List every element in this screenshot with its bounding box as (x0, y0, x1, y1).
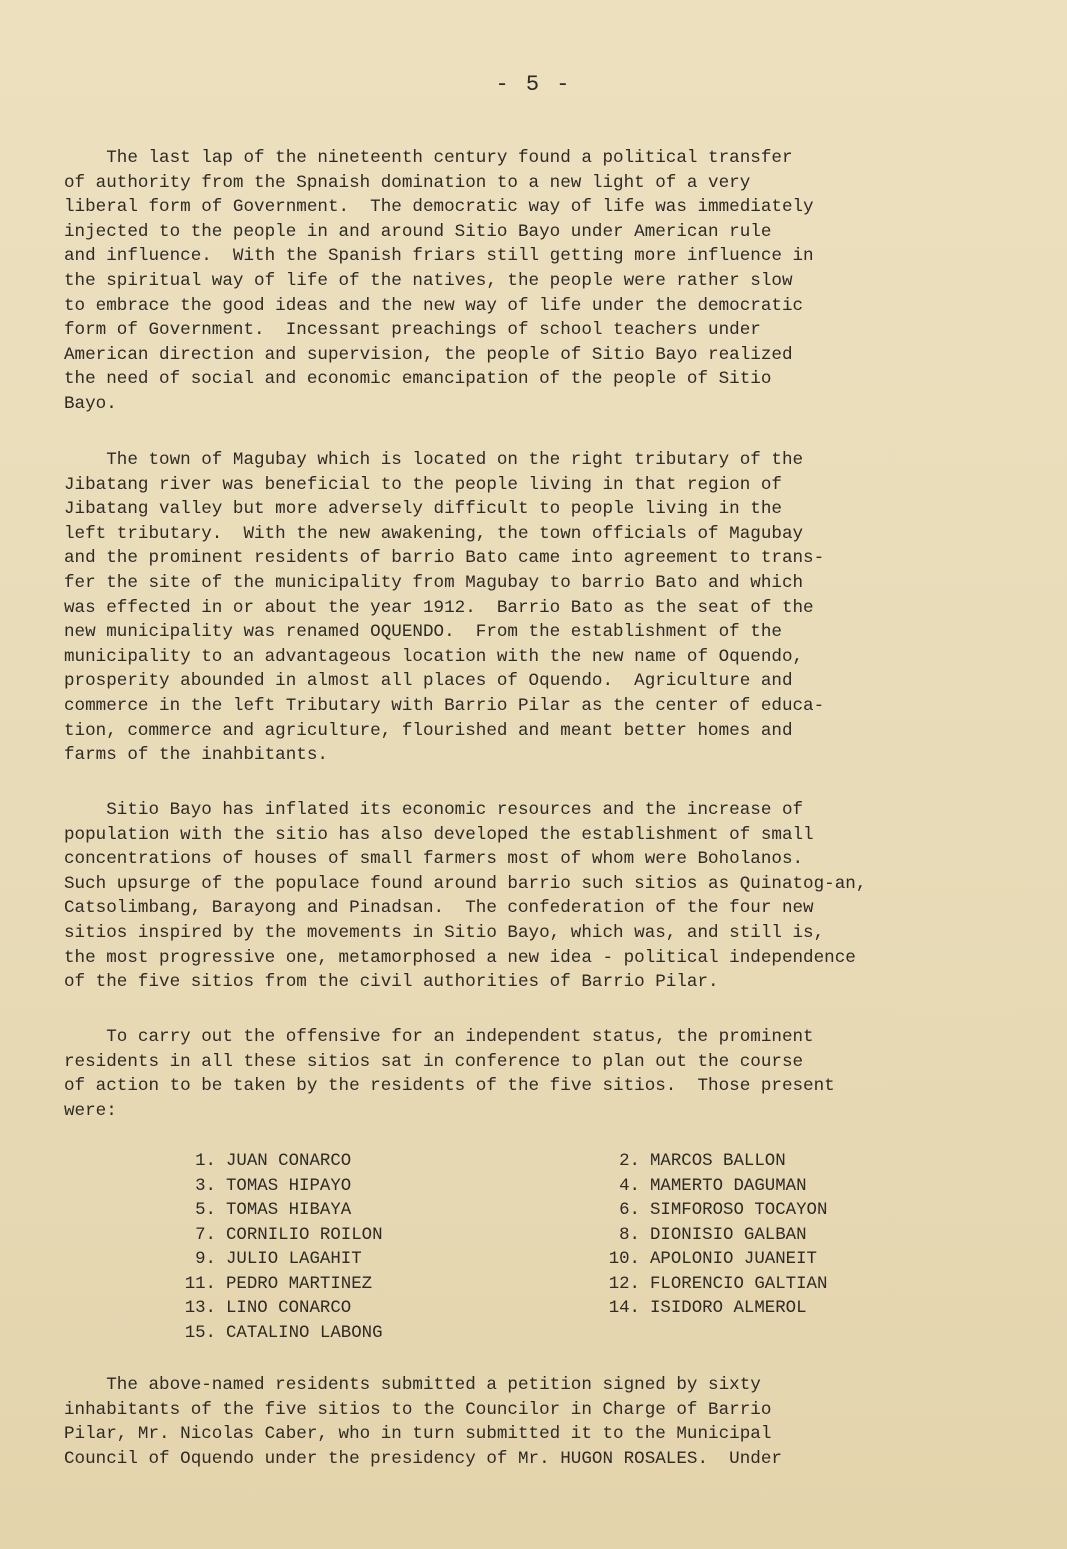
attendee-number: 10. (608, 1250, 640, 1269)
attendee-item (182, 1224, 383, 1249)
paragraph-line: new municipality was renamed OQUENDO. From the establishment of the (64, 622, 782, 643)
attendee-number: 8. (619, 1225, 640, 1245)
paragraph-line: Council of Oquendo under the presidency of Mr. HUGON ROSALES. Under (64, 1448, 782, 1469)
attendees-right-column (606, 1150, 827, 1322)
paragraph-line: the spiritual way of life of the natives, the people were rather slow (64, 270, 793, 291)
paragraph-line: population with the sitio has also developed the establishment of small (64, 824, 814, 845)
attendee-number: 14. (608, 1299, 640, 1318)
attendee-name: MAMERTO DAGUMAN (650, 1176, 807, 1196)
attendee-name: CATALINO LABONG (226, 1323, 383, 1343)
paragraph-line: Such upsurge of the populace found around barrio such sitios as Quinatog-an, (64, 873, 867, 894)
attendee-name: JUAN CONARCO (226, 1152, 352, 1171)
attendee-name: DIONISIO GALBAN (650, 1225, 807, 1245)
paragraph-line: to embrace the good ideas and the new way of life under the democratic (64, 295, 804, 316)
page-number: - 5 - (495, 72, 572, 97)
attendee-name: CORNILIO ROILON (226, 1225, 383, 1245)
paragraph-line: fer the site of the municipality from Magubay to barrio Bato and which (64, 572, 804, 593)
attendee-item (182, 1150, 383, 1175)
paragraph-line: liberal form of Government. The democratic way of life was immediately (64, 197, 814, 218)
paragraph-line: and influence. With the Spanish friars still getting more influence in (64, 246, 814, 267)
paragraph-line: American direction and supervision, the people of Sitio Bayo realized (64, 344, 793, 365)
attendee-item (606, 1224, 827, 1249)
attendee-item (606, 1175, 827, 1200)
attendee-item (182, 1248, 383, 1273)
attendee-item (182, 1199, 383, 1224)
paragraph-line: farms of the inahbitants. (64, 745, 328, 766)
attendee-number: 7. (195, 1225, 216, 1245)
attendee-item (182, 1273, 383, 1298)
attendee-item (606, 1248, 827, 1273)
paragraph-line: and the prominent residents of barrio Bato came into agreement to trans- (64, 548, 825, 569)
paragraph-line: inhabitants of the five sitios to the Councilor in Charge of Barrio (64, 1399, 772, 1420)
paragraph-line: the most progressive one, metamorphosed a new idea - political independence (64, 947, 856, 968)
paragraph-4 (64, 1025, 994, 1123)
attendee-name: SIMFOROSO TOCAYON (650, 1201, 828, 1220)
attendee-name: TOMAS HIBAYA (226, 1201, 352, 1220)
attendee-name: LINO CONARCO (226, 1299, 352, 1318)
attendee-name: MARCOS BALLON (650, 1152, 786, 1171)
paragraph-line: concentrations of houses of small farmers most of whom were Boholanos. (64, 849, 804, 870)
paragraph-line: of authority from the Spnaish domination to a new light of a very (64, 172, 751, 193)
paragraph-line: of action to be taken by the residents of the five sitios. Those present (64, 1076, 835, 1097)
paragraph-line: of the five sitios from the civil authorities of Barrio Pilar. (64, 972, 719, 993)
paragraph-line: municipality to an advantageous location with the new name of Oquendo, (64, 646, 804, 667)
paragraph-line: injected to the people in and around Sitio Bayo under American rule (64, 221, 772, 242)
paragraph-line: left tributary. With the new awakening, the town officials of Magubay (64, 523, 804, 544)
paragraph-line: residents in all these sitios sat in conference to plan out the course (64, 1051, 804, 1072)
paragraph-line: prosperity abounded in almost all places of Oquendo. Agriculture and (64, 671, 793, 692)
paragraph-line: Sitio Bayo has inflated its economic resources and the increase of (64, 800, 804, 820)
attendee-number: 1. (195, 1152, 216, 1171)
paragraph-line: form of Government. Incessant preachings of school teachers under (64, 320, 761, 341)
paragraph-2 (64, 448, 994, 768)
attendee-number: 12. (608, 1274, 640, 1294)
attendee-name: FLORENCIO GALTIAN (650, 1274, 828, 1294)
attendee-number: 3. (195, 1176, 216, 1196)
paragraph-3 (64, 798, 994, 995)
paragraph-line: The town of Magubay which is located on the right tributary of the (64, 450, 804, 470)
paragraph-line: The last lap of the nineteenth century found a political transfer (64, 148, 793, 168)
attendee-number: 15. (184, 1323, 216, 1343)
paragraph-line: Catsolimbang, Barayong and Pinadsan. The confederation of the four new (64, 898, 814, 919)
attendee-number: 5. (195, 1201, 216, 1220)
paragraph-line: To carry out the offensive for an independent status, the prominent (64, 1027, 814, 1047)
paragraph-5 (64, 1373, 994, 1471)
attendee-number: 13. (184, 1299, 216, 1318)
attendee-item (606, 1297, 827, 1322)
attendee-item (606, 1199, 827, 1224)
attendee-name: TOMAS HIPAYO (226, 1176, 352, 1196)
paragraph-line: was effected in or about the year 1912. Barrio Bato as the seat of the (64, 597, 814, 618)
paragraph-line: Jibatang river was beneficial to the people living in that region of (64, 474, 782, 495)
paragraph-1 (64, 146, 994, 417)
attendee-name: ISIDORO ALMEROL (650, 1299, 807, 1318)
attendees-left-column (182, 1150, 383, 1346)
attendee-number: 2. (619, 1152, 640, 1171)
paragraph-line: Pilar, Mr. Nicolas Caber, who in turn submitted it to the Municipal (64, 1424, 772, 1445)
paragraph-line: Bayo. (64, 393, 117, 414)
attendee-item (182, 1297, 383, 1322)
paragraph-line: the need of social and economic emancipation of the people of Sitio (64, 369, 772, 390)
attendee-number: 4. (619, 1176, 640, 1196)
attendee-name: JULIO LAGAHIT (226, 1250, 362, 1269)
paragraph-line: commerce in the left Tributary with Barrio Pilar as the center of educa- (64, 695, 825, 716)
attendee-item (606, 1150, 827, 1175)
paragraph-line: sitios inspired by the movements in Sitio Bayo, which was, and still is, (64, 922, 825, 943)
paragraph-line: were: (64, 1100, 117, 1121)
attendee-number: 9. (195, 1250, 216, 1269)
paragraph-line: Jibatang valley but more adversely difficult to people living in the (64, 499, 782, 520)
attendee-item (606, 1273, 827, 1298)
attendee-name: APOLONIO JUANEIT (650, 1250, 817, 1269)
attendee-number: 6. (619, 1201, 640, 1220)
attendee-item (182, 1175, 383, 1200)
paragraph-line: The above-named residents submitted a petition signed by sixty (64, 1375, 761, 1395)
paragraph-line: tion, commerce and agriculture, flourished and meant better homes and (64, 720, 793, 741)
attendee-item (182, 1322, 383, 1347)
attendee-number: 11. (184, 1274, 216, 1294)
attendee-name: PEDRO MARTINEZ (226, 1274, 373, 1294)
